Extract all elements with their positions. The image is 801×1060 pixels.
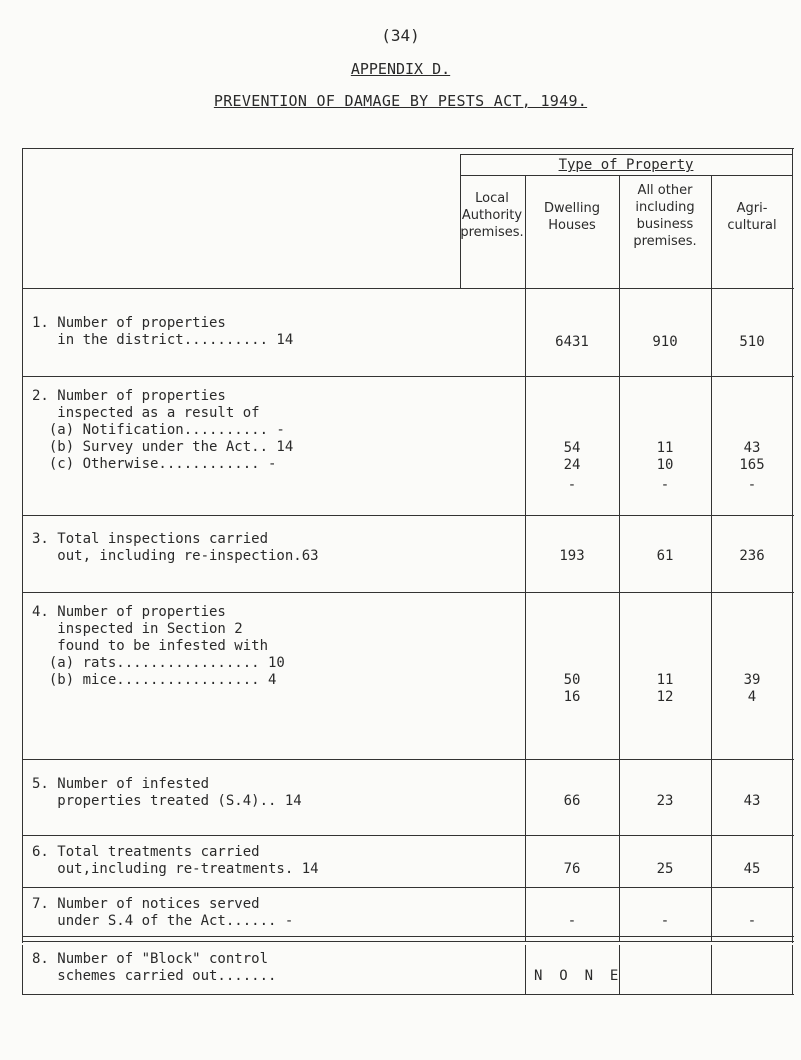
- row-2a-agri: 43: [743, 440, 761, 456]
- row-5-label: 5. Number of infested properties treated (S.4).. 14: [32, 776, 302, 809]
- row-8-left-border: [22, 945, 23, 995]
- row-2b-other: 10: [656, 457, 674, 473]
- row-4b-other: 12: [656, 689, 674, 705]
- row-2c-agri: -: [747, 477, 757, 493]
- table-top-border: [22, 148, 794, 149]
- page-number: (34): [381, 26, 420, 45]
- col-header-other: All other including business premises.: [633, 183, 697, 249]
- row-divider-1: [22, 376, 794, 377]
- table-bottom-border: [22, 941, 794, 942]
- row-2a-other: 11: [656, 440, 674, 456]
- row-2b-dwelling: 24: [563, 457, 581, 473]
- row-5-agri: 43: [743, 793, 761, 809]
- row-divider-2: [22, 515, 794, 516]
- row-divider-5: [22, 835, 794, 836]
- appendix-title: APPENDIX D.: [350, 60, 451, 78]
- row-3-agri: 236: [739, 548, 765, 564]
- group-header-underline: [460, 175, 792, 176]
- row-6-label: 6. Total treatments carried out,including re-treatments. 14: [32, 844, 319, 877]
- group-header: Type of Property: [558, 157, 694, 173]
- row-2b-agri: 165: [739, 457, 765, 473]
- row-3-dwelling: 193: [559, 548, 585, 564]
- row-3-label: 3. Total inspections carried out, including re-inspection.63: [32, 531, 319, 564]
- pests-act-table-row-8: [22, 945, 794, 1055]
- row-7-dwelling: -: [567, 913, 577, 929]
- row-4a-other: 11: [656, 672, 674, 688]
- row-8-divider-dwelling: [525, 945, 526, 995]
- row-8-bottom-border: [22, 994, 794, 995]
- row-1-dwelling: 6431: [555, 334, 589, 350]
- col-header-dwelling: Dwelling Houses: [544, 201, 600, 233]
- row-4a-agri: 39: [743, 672, 761, 688]
- row-divider-4: [22, 759, 794, 760]
- row-8-label: 8. Number of "Block" control schemes carried out.......: [32, 951, 277, 984]
- row-1-agri: 510: [739, 334, 765, 350]
- row-4b-dwelling: 16: [563, 689, 581, 705]
- row-divider-3: [22, 592, 794, 593]
- row-4-label: 4. Number of properties inspected in Section 2 found to be infested with (a) rats................. 10 (b) mice................. 4: [32, 604, 285, 688]
- group-header-rule: [460, 154, 792, 155]
- row-divider-header: [22, 288, 794, 289]
- row-6-other: 25: [656, 861, 674, 877]
- row-2c-dwelling: -: [567, 477, 577, 493]
- row-1-label: 1. Number of properties in the district.......... 14: [32, 315, 294, 348]
- row-8-divider-other: [619, 945, 620, 995]
- row-4b-agri: 4: [747, 689, 757, 705]
- table-right-border: [792, 148, 793, 943]
- row-7-agri: -: [747, 913, 757, 929]
- row-6-agri: 45: [743, 861, 761, 877]
- row-6-dwelling: 76: [563, 861, 581, 877]
- row-5-other: 23: [656, 793, 674, 809]
- pests-act-table: [22, 148, 794, 943]
- row-2a-dwelling: 54: [563, 440, 581, 456]
- col-header-agricultural: Agri- cultural: [727, 201, 777, 233]
- row-1-other: 910: [652, 334, 678, 350]
- row-7-other: -: [660, 913, 670, 929]
- col-header-local-authority: Local Authority premises.: [460, 191, 524, 240]
- row-4a-dwelling: 50: [563, 672, 581, 688]
- row-2-label: 2. Number of properties inspected as a result of (a) Notification.......... - (b) Survey under the Act.. 14 (c) Otherwise............ -: [32, 388, 294, 472]
- row-divider-7: [22, 936, 794, 937]
- act-title: PREVENTION OF DAMAGE BY PESTS ACT, 1949.: [213, 92, 588, 110]
- divider-label-local: [460, 154, 461, 289]
- row-divider-6: [22, 887, 794, 888]
- row-3-other: 61: [656, 548, 674, 564]
- row-8-none-text: N O N E: [534, 968, 619, 984]
- table-left-border: [22, 148, 23, 943]
- row-2c-other: -: [660, 477, 670, 493]
- row-5-dwelling: 66: [563, 793, 581, 809]
- row-8-divider-agri: [711, 945, 712, 995]
- row-7-label: 7. Number of notices served under S.4 of the Act...... -: [32, 896, 294, 929]
- row-8-right-border: [792, 945, 793, 995]
